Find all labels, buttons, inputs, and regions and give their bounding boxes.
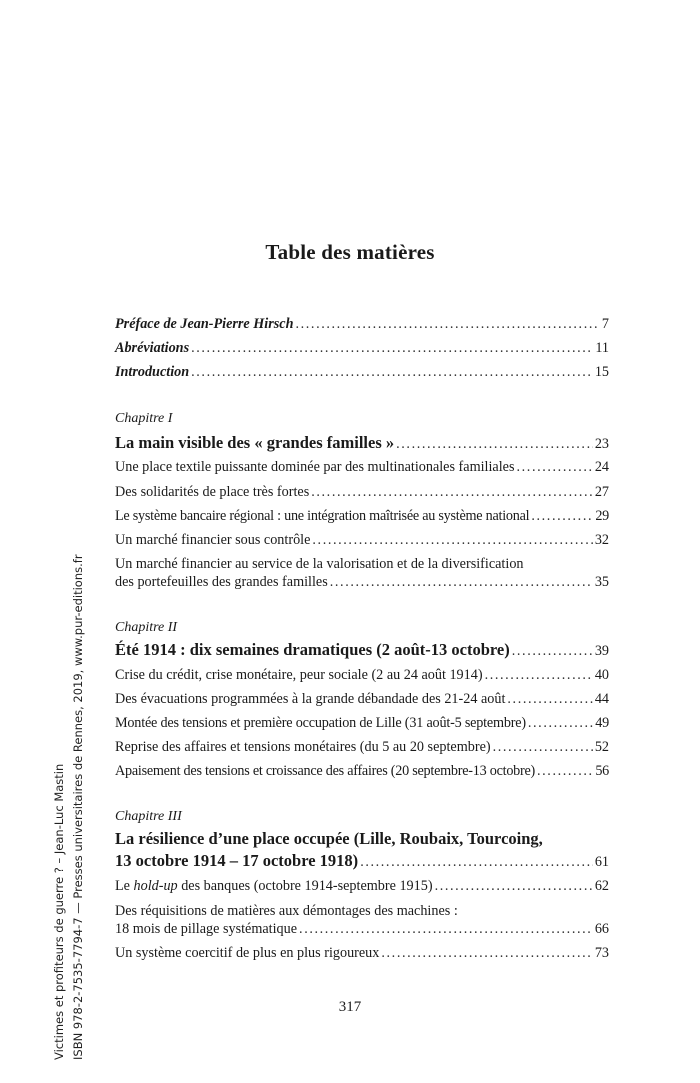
toc-entry[interactable] xyxy=(115,739,609,756)
toc-entry[interactable] xyxy=(115,763,609,780)
chapter-label: Chapitre I xyxy=(115,411,173,426)
entry-title: Des évacuations programmées à la grande débandade des 21-24 août xyxy=(115,691,506,707)
toc-entry[interactable] xyxy=(115,691,609,708)
entry-page: 73 xyxy=(594,945,609,961)
chapter-label: Chapitre III xyxy=(115,809,182,824)
entry-title: Un marché financier sous contrôle xyxy=(115,532,311,548)
entry-page: 62 xyxy=(594,878,609,894)
entry-title: 18 mois de pillage systématique xyxy=(115,921,298,937)
entry-page: 44 xyxy=(594,691,609,707)
entry-page: 32 xyxy=(594,532,609,548)
entry-title: Crise du crédit, crise monétaire, peur sociale (2 au 24 août 1914) xyxy=(115,667,483,683)
entry-title-line: Un marché financier au service de la valorisation et de la diversification xyxy=(115,556,524,572)
entry-title: Introduction xyxy=(115,364,190,380)
entry-title-line: Des réquisitions de matières aux démontages des machines : xyxy=(115,903,458,919)
toc-entry-abreviations[interactable] xyxy=(115,340,609,357)
entry-title: 13 octobre 1914 – 17 octobre 1918) xyxy=(115,851,359,870)
entry-page: 35 xyxy=(594,574,609,590)
entry-title: Une place textile puissante dominée par des multinationales familiales xyxy=(115,459,515,475)
entry-page: 24 xyxy=(594,459,609,475)
toc-entry[interactable] xyxy=(115,459,609,476)
leader-dots xyxy=(381,945,592,962)
leader-dots xyxy=(512,643,593,660)
side-citation-line-2: ISBN 978-2-7535-7794-7 — Presses universitaires de Rennes, 2019, www.pur-editions.fr xyxy=(71,554,85,1060)
toc-entry-introduction[interactable] xyxy=(115,364,609,381)
entry-title: Abréviations xyxy=(115,340,190,356)
entry-page: 66 xyxy=(594,921,609,937)
entry-title: Apaisement des tensions et croissance des affaires (20 septembre-13 octobre) xyxy=(115,763,536,779)
entry-title-suffix: des banques (octobre 1914-septembre 1915) xyxy=(177,878,433,894)
entry-title-prefix: Le xyxy=(115,878,134,894)
toc-entry[interactable] xyxy=(115,508,609,525)
leader-dots xyxy=(435,878,593,895)
toc-entry[interactable] xyxy=(115,715,609,732)
leader-dots xyxy=(191,364,593,381)
page-number: 317 xyxy=(338,999,362,1015)
entry-title: Des solidarités de place très fortes xyxy=(115,484,310,500)
chapter-heading[interactable] xyxy=(115,851,609,871)
toc-entry[interactable] xyxy=(115,484,609,501)
leader-dots xyxy=(191,340,593,357)
leader-dots xyxy=(517,459,593,476)
entry-page: 49 xyxy=(595,715,609,731)
entry-page: 29 xyxy=(595,508,609,524)
toc-entry[interactable] xyxy=(115,921,609,938)
leader-dots xyxy=(531,508,593,525)
entry-title: Le système bancaire régional : une intégration maîtrisée au système national xyxy=(115,508,530,524)
entry-title: Un système coercitif de plus en plus rigoureux xyxy=(115,945,380,961)
leader-dots xyxy=(295,316,599,333)
leader-dots xyxy=(299,921,593,938)
entry-page: 40 xyxy=(594,667,609,683)
toc-entry[interactable] xyxy=(115,878,609,895)
side-citation-line-1: Victimes et profiteurs de guerre ? – Jean-Luc Mastin xyxy=(52,763,66,1060)
leader-dots xyxy=(485,667,593,684)
leader-dots xyxy=(528,715,593,732)
entry-title: Été 1914 : dix semaines dramatiques (2 août-13 octobre) xyxy=(115,640,510,659)
entry-page: 56 xyxy=(595,763,609,779)
entry-title: La main visible des « grandes familles » xyxy=(115,433,395,452)
leader-dots xyxy=(396,436,593,453)
chapter-heading[interactable] xyxy=(115,433,609,453)
leader-dots xyxy=(311,484,593,501)
toc-entry-preface[interactable] xyxy=(115,316,609,333)
entry-page: 15 xyxy=(594,364,609,380)
leader-dots xyxy=(507,691,592,708)
entry-page: 23 xyxy=(594,436,609,452)
entry-page: 11 xyxy=(595,340,609,356)
leader-dots xyxy=(493,739,593,756)
toc-entry[interactable] xyxy=(115,945,609,962)
side-citation xyxy=(50,554,88,1060)
toc-entry[interactable] xyxy=(115,574,609,591)
entry-title: Reprise des affaires et tensions monétaires (du 5 au 20 septembre) xyxy=(115,739,491,755)
chapter-heading[interactable] xyxy=(115,640,609,660)
entry-title-italic: hold-up xyxy=(133,878,178,894)
chapter-label: Chapitre II xyxy=(115,620,178,635)
toc-entry[interactable] xyxy=(115,667,609,684)
entry-title xyxy=(115,878,433,895)
leader-dots xyxy=(537,763,593,780)
leader-dots xyxy=(330,574,593,591)
entry-page: 52 xyxy=(594,739,609,755)
chapter-heading-line: La résilience d’une place occupée (Lille, Roubaix, Tourcoing, xyxy=(115,829,543,848)
entry-title: Préface de Jean-Pierre Hirsch xyxy=(115,316,294,332)
entry-page: 39 xyxy=(594,643,609,659)
entry-title: Montée des tensions et première occupation de Lille (31 août-5 septembre) xyxy=(115,715,526,731)
leader-dots xyxy=(312,532,592,549)
page-title: Table des matières xyxy=(265,240,435,264)
toc-entry[interactable] xyxy=(115,532,609,549)
entry-page: 27 xyxy=(594,484,609,500)
entry-title: des portefeuilles des grandes familles xyxy=(115,574,328,590)
entry-page: 61 xyxy=(594,854,609,870)
entry-page: 7 xyxy=(601,316,609,332)
leader-dots xyxy=(360,854,593,871)
